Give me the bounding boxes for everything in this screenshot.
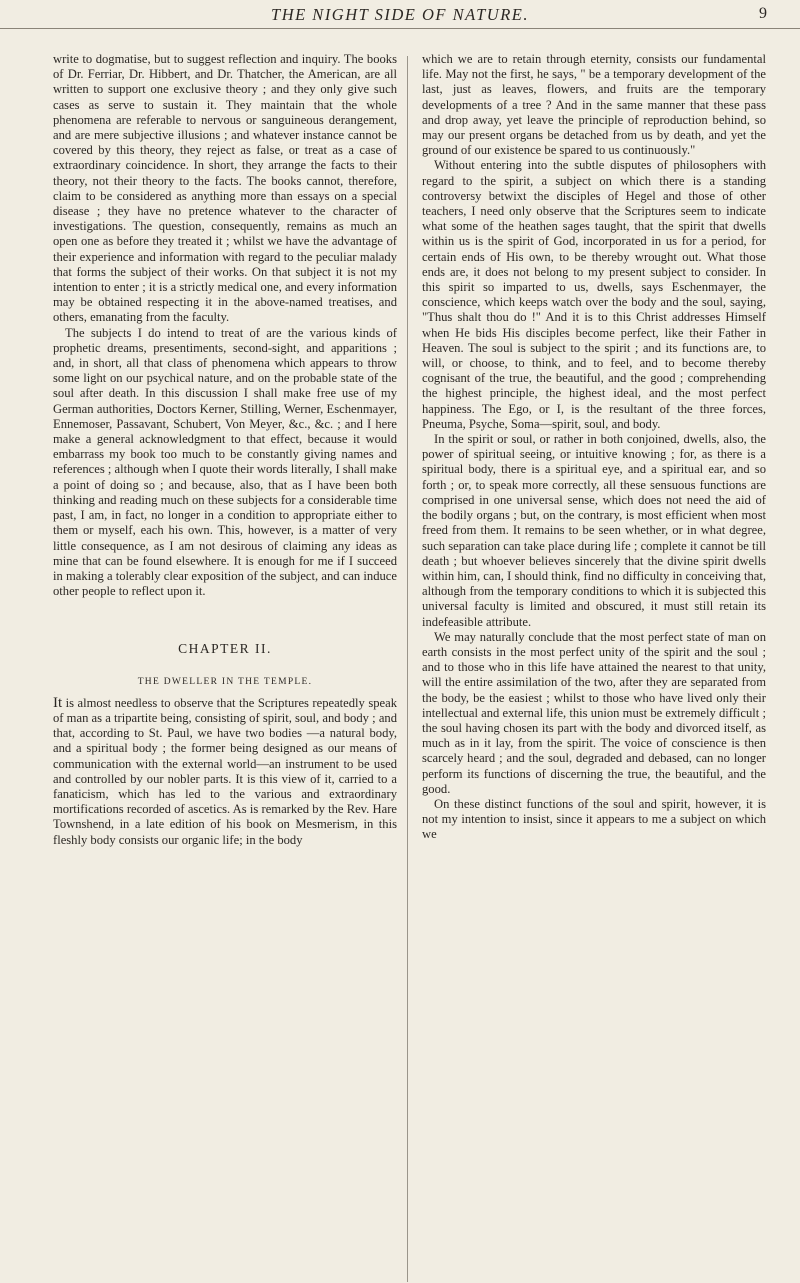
column-divider — [407, 56, 408, 1282]
paragraph: We may naturally conclude that the most perfect state of man on earth consists in the most perfect unity of the spirit and the soul ; and to those who in this life have attained the nearest to that unity, will the entire assimilation of the two, after they are separated from the body, be the easiest ; whilst to those who have lived only their intellectual and external life, this union must be extremely difficult ; the soul having chosen its part with the body and divorced itself, as much as in it lay, from the spirit. The voice of conscience is then scarcely heard ; and the soul, degraded and debased, can no longer perform its functions of discerning the true, the beautiful, and the good. — [422, 629, 766, 796]
right-column — [422, 52, 766, 843]
page-number: 9 — [759, 5, 767, 22]
running-title: THE NIGHT SIDE OF NATURE. — [271, 5, 529, 24]
chapter-heading: CHAPTER II. — [178, 641, 272, 657]
paragraph: In the spirit or soul, or rather in both conjoined, dwells, also, the power of spiritual seeing, or intuitive knowing ; for, as there is a spiritual body, there is a spiritual eye, and a spiritual ear, and so forth ; or, to speak more correctly, all these sensuous functions are comprised in one universal sense, which does not need the aid of the bodily organs ; but, on the contrary, is most efficient when most freed from them. It remains to be seen whether, or in what degree, such separation can take place during life ; complete it cannot be till death ; but whoever believes sincerely that the divine spirit dwells within him, can, I should think, find no difficulty in conceiving that, although from the temporary conditions to which it is subjected this universal faculty is limited and obscured, it must still retain its indefeasible attribute. — [422, 432, 766, 629]
chapter-first-paragraph-text: is almost needless to observe that the Scriptures repeatedly speak of man as a tripartite being, consisting of spirit, soul, and body ; and that, according to St. Paul, we have two bodies —a natural body, and a spiritual body ; the former being designed as our means of communication with the external world—an instrument to be used and controlled by our nobler parts. It is this view of it, carried to a fanaticism, which has led to the various and extraordinary mortifications recorded of ascetics. As is remarked by the Rev. Hare Townshend, in a late edition of his book on Mesmerism, in this fleshly body consists our organic life; in the body — [53, 695, 397, 847]
paragraph: On these distinct functions of the soul and spirit, however, it is not my intention to insist, since it appears to me a subject on which we — [422, 796, 766, 842]
paragraph: Without entering into the subtle disputes of philosophers with regard to the spirit, a subject on which there is a standing controversy betwixt the disciples of Hegel and those of other teachers, I need only observe that the Scriptures seem to indicate what some of the heathen sages taught, that the spirit that dwells within us is the spirit of God, incorporated in us for a period, for certain ends of His own, to be thereby wrought out. What those ends are, it does not belong to my present subject to consider. In this spirit so imparted to us, dwells, says Eschenmayer, the conscience, which keeps watch over the body and the soul, saying, "Thus shalt thou do !" And it is to this Christ addresses Himself when He bids His disciples become perfect, like their Father in Heaven. The soul is subject to the spirit ; and its functions are, to will, or choose, to think, and to feel, and to become thereby cognisant of the true, the beautiful, and the good ; comprehending the highest principle, the highest ideal, and the most perfect happiness. The Ego, or I, is the resultant of the three forces, Pneuma, Psyche, Soma—spirit, soul, and body. — [422, 158, 766, 431]
chapter-subtitle: THE DWELLER IN THE TEMPLE. — [137, 676, 313, 687]
chapter-lead-word: It — [53, 694, 63, 711]
page-header — [0, 0, 800, 42]
paragraph: write to dogmatise, but to suggest reflection and inquiry. The books of Dr. Ferriar, Dr. Hibbert, and Dr. Thatcher, the American, are all written to support one exclusive theory ; and they only give such cases as serve to sustain it. They maintain that the whole phenomena are referable to nervous or sanguineous derangement, and are mere subjective illusions ; and whatever instance cannot be covered by this theory, they reject as false, or treat as a case of extraordinary coincidence. In short, they arrange the facts to their theory, not their theory to the facts. The books cannot, therefore, claim to be considered as anything more than essays on a special disease ; they have no pretence whatever to the character of investigations. The question, consequently, remains as much an open one as before they treated it ; whilst we have the advantage of their experience and information with regard to the peculiar malady that forms the subject of their works. On that subject it is not my intention to enter ; it is a strictly medical one, and every information may be obtained respecting it in the above-named treatises, and others, emanating from the faculty. — [53, 52, 397, 325]
header-rule — [0, 28, 800, 29]
left-column — [53, 52, 397, 848]
paragraph: which we are to retain through eternity, consists our fundamental life. May not the first, he says, " be a temporary development of the last, just as leaves, flowers, and fruits are the temporary developments of a tree ? And in the same manner that these pass and drop away, yet leave the principle of reproduction behind, so may our present organs be detached from us by death, and yet the ground of our existence be spared to us continuously." — [422, 52, 766, 158]
paragraph: The subjects I do intend to treat of are the various kinds of prophetic dreams, presentiments, second-sight, and apparitions ; and, in short, all that class of phenomena which appears to throw some light on our psychical nature, and on the probable state of the soul after death. In this discussion I shall make free use of my German authorities, Doctors Kerner, Stilling, Werner, Eschenmayer, Ennemoser, Passavant, Schubert, Von Meyer, &c., &c. ; and I here make a general acknowledgment to that effect, because it would embarrass my book too much to be constantly giving names and references ; although when I quote their words literally, I shall make a point of doing so ; and because, also, that as I have been both thinking and reading much on these subjects for a considerable time past, I am, in fact, no longer in a condition to appropriate either to them or myself, each his own. This, however, is a matter of very little consequence, as I am not desirous of claiming any ideas as mine that can be found elsewhere. It is enough for me if I succeed in making a tolerably clear exposition of the subject, and can induce other people to reflect upon it. — [53, 325, 397, 599]
chapter-first-paragraph — [53, 696, 397, 848]
